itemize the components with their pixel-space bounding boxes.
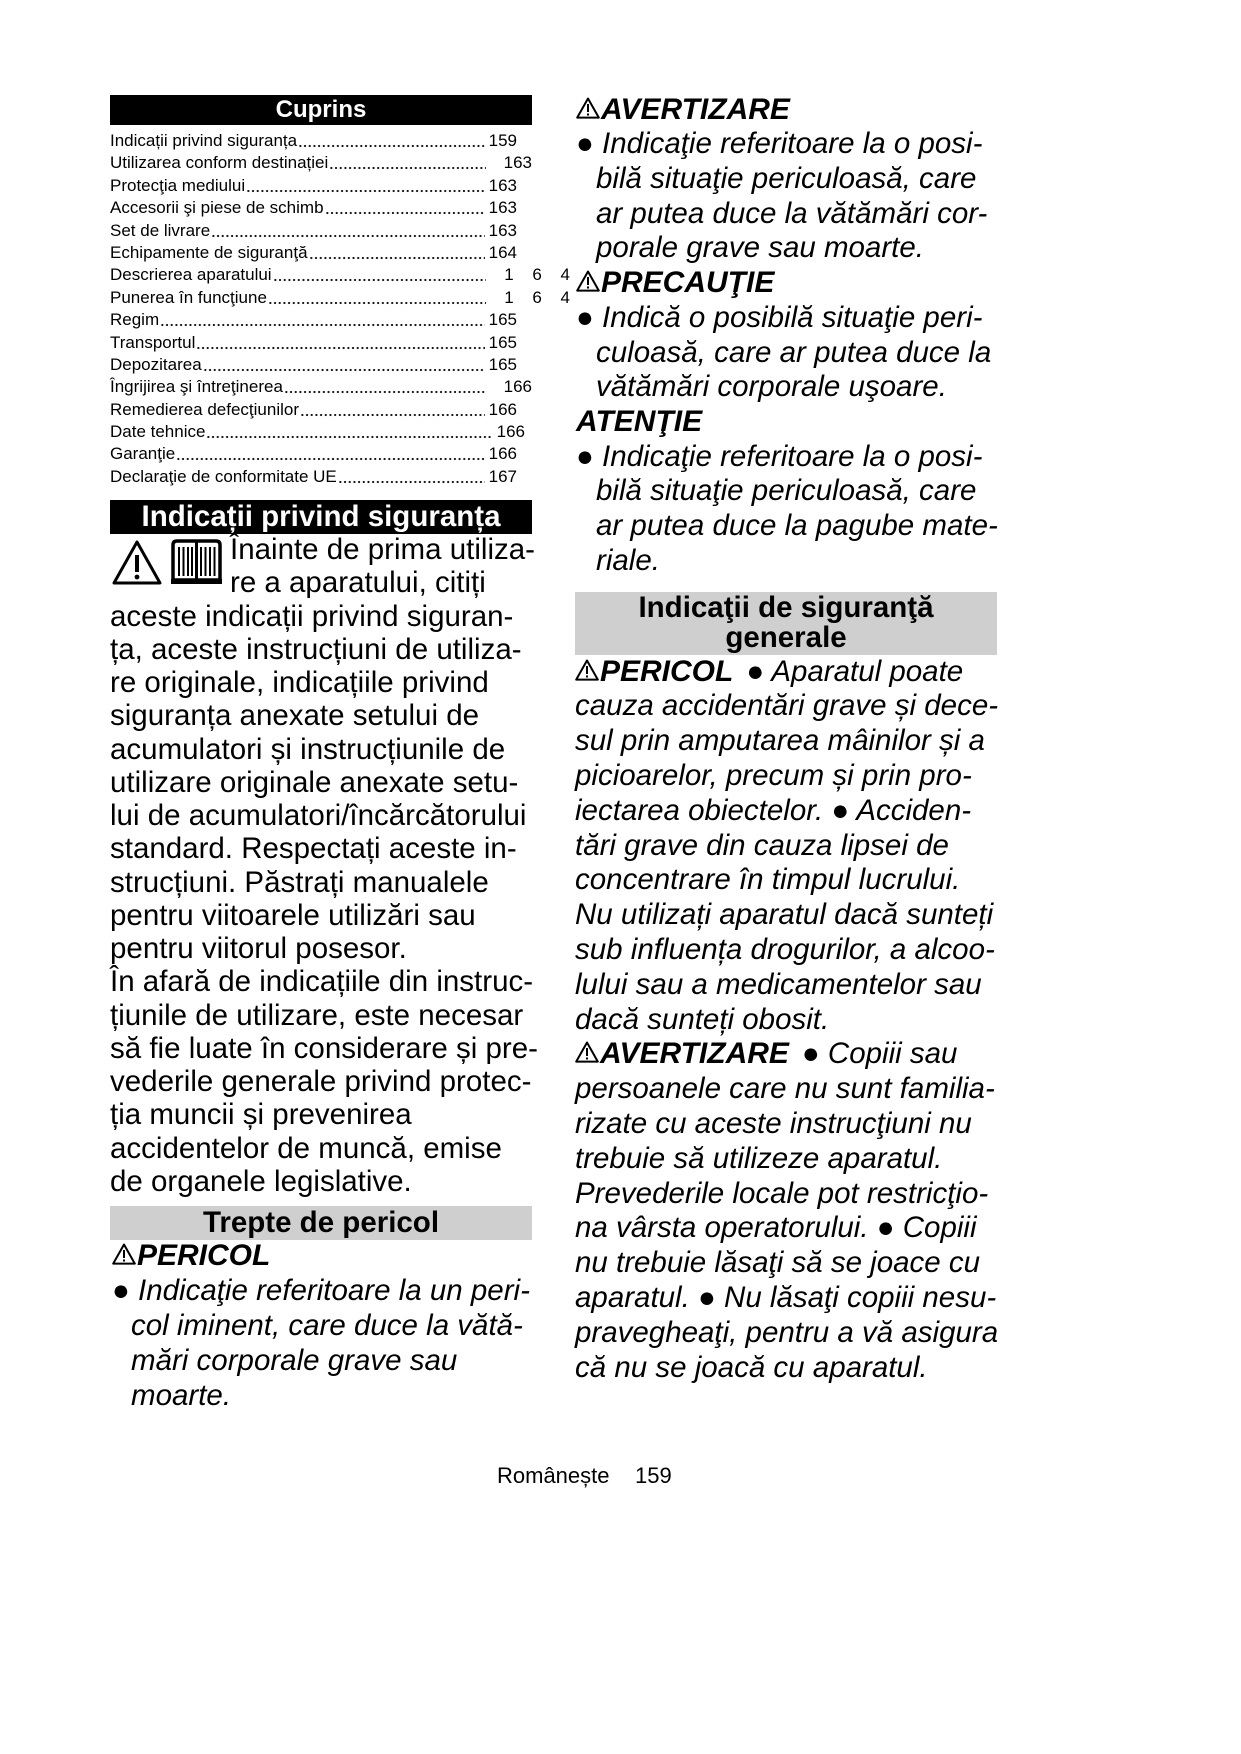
toc-entry bbox=[110, 376, 532, 398]
text-line: trebuie să utilizeze aparatul. bbox=[575, 1141, 943, 1175]
hazard-label-line bbox=[576, 405, 998, 440]
warning-icon bbox=[575, 659, 599, 681]
text-line: bilă situaţie periculoasă, care bbox=[596, 474, 977, 508]
section-heading-safety: Indicații privind siguranța bbox=[110, 500, 532, 534]
hazard-label-line bbox=[575, 655, 998, 690]
text-line: persoanele care nu sunt familia- bbox=[575, 1072, 995, 1106]
toc-entry-title: Date tehnice bbox=[110, 422, 206, 442]
text-line: nu trebuie lăsaţi să se joace cu bbox=[575, 1246, 981, 1280]
dot-leader bbox=[329, 152, 485, 174]
toc-entry-title: Set de livrare bbox=[110, 220, 211, 240]
hazard-label: ATENŢIE bbox=[576, 404, 703, 438]
text-line: moarte. bbox=[131, 1379, 232, 1412]
hazard-label-line bbox=[576, 93, 998, 128]
toc-entry-page: 166 bbox=[488, 399, 517, 419]
text-line: picioarelor, precum și prin pro- bbox=[575, 758, 972, 792]
toc-entry bbox=[110, 399, 517, 421]
text-line: siguranța anexate setului de bbox=[110, 699, 480, 733]
text-line: vătămări corporale uşoare. bbox=[596, 370, 947, 404]
dot-leader bbox=[273, 264, 487, 286]
dot-leader bbox=[246, 175, 485, 197]
dot-leader bbox=[298, 130, 485, 152]
toc-entry bbox=[110, 152, 532, 174]
text-line: concentrare în timpul lucrului. bbox=[575, 863, 961, 897]
toc-entry bbox=[110, 197, 517, 219]
text-line: cauza accidentări grave și dece- bbox=[575, 689, 999, 723]
footer-language: Românește bbox=[497, 1463, 610, 1488]
hazard-label: PERICOL bbox=[600, 654, 734, 688]
toc-entry-page: 163 bbox=[488, 198, 517, 218]
dot-leader bbox=[196, 332, 484, 354]
text-line: Nu utilizați aparatul dacă sunteți bbox=[575, 898, 994, 932]
text-line: strucțiuni. Păstrați manualele bbox=[110, 865, 489, 899]
text-line: pentru viitorul posesor. bbox=[110, 932, 407, 965]
text-line: ● Indicaţie referitoare la o posi- bbox=[576, 127, 983, 161]
text-line: sul prin amputarea mâinilor și a bbox=[575, 724, 985, 758]
text-line: ● Indicaţie referitoare la o posi- bbox=[576, 439, 983, 473]
hazard-label-line bbox=[575, 1037, 998, 1072]
toc-entry bbox=[110, 220, 517, 242]
dot-leader bbox=[203, 354, 485, 376]
hazard-label-line bbox=[112, 1238, 530, 1273]
text-line: pentru viitoarele utilizări sau bbox=[110, 898, 476, 932]
toc-entry-page: 1 6 4 bbox=[504, 287, 570, 307]
hazard-label: AVERTIZARE bbox=[601, 92, 790, 126]
toc-entry-title: Depozitarea bbox=[110, 354, 202, 374]
toc-entry-page: 165 bbox=[488, 332, 517, 352]
hazard-pericol bbox=[112, 1238, 530, 1413]
text-line: re originale, indicațiile privind bbox=[110, 666, 489, 699]
toc-entry-title: Îngrijirea şi întreţinerea bbox=[110, 377, 283, 397]
toc-entry-title: Indicații privind siguranța bbox=[110, 131, 298, 150]
toc-entry-title: Declaraţie de conformitate UE bbox=[110, 466, 337, 486]
toc-entry-page: 159 bbox=[488, 131, 517, 150]
warning-icon bbox=[576, 97, 600, 119]
text-line: porale grave sau moarte. bbox=[596, 231, 924, 265]
toc-entry bbox=[110, 175, 517, 197]
toc-entry-title: Punerea în funcţiune bbox=[110, 287, 267, 307]
text-line: Înainte de prima utiliza- bbox=[230, 533, 535, 566]
toc-entry bbox=[110, 354, 517, 376]
text-segment: ● Copiii sau bbox=[801, 1037, 958, 1071]
toc-entry-page: 163 bbox=[488, 220, 517, 240]
section-heading-hazard-levels: Trepte de pericol bbox=[110, 1206, 532, 1240]
text-line: mări corporale grave sau bbox=[131, 1344, 458, 1377]
dot-leader bbox=[268, 287, 486, 309]
toc-entry bbox=[110, 130, 517, 152]
text-line: ța, aceste instrucțiuni de utiliza- bbox=[110, 632, 522, 666]
text-line: că nu se joacă cu aparatul. bbox=[575, 1350, 928, 1384]
text-line: aparatul. ● Nu lăsaţi copiii nesu- bbox=[575, 1280, 997, 1314]
hazard-label: PRECAUŢIE bbox=[601, 266, 775, 300]
toc-entry bbox=[110, 287, 570, 309]
toc-entry bbox=[110, 242, 517, 264]
text-line: ● Indicaţie referitoare la un peri- bbox=[112, 1274, 530, 1307]
hazard-levels-continued bbox=[576, 93, 998, 579]
text-line: na vârsta operatorului. ● Copiii bbox=[575, 1211, 977, 1245]
text-line: sub influența drogurilor, a alcoo- bbox=[575, 932, 995, 966]
dot-leader bbox=[309, 242, 485, 264]
text-segment: ● Aparatul poate bbox=[746, 654, 964, 688]
heading-line: Indicaţii de siguranţă bbox=[638, 591, 934, 624]
toc-entry-title: Remedierea defecţiunilor bbox=[110, 399, 299, 419]
page-number: 159 bbox=[635, 1463, 672, 1488]
hazard-label: AVERTIZARE bbox=[600, 1037, 789, 1071]
warning-icon bbox=[112, 1243, 136, 1265]
warning-icon bbox=[576, 270, 600, 292]
text-line: rizate cu aceste instrucţiuni nu bbox=[575, 1106, 972, 1140]
general-safety-paragraph bbox=[575, 655, 998, 1386]
toc-entry bbox=[110, 421, 525, 443]
dot-leader bbox=[284, 376, 486, 398]
toc-entry-page: 166 bbox=[496, 422, 525, 442]
dot-leader bbox=[325, 197, 485, 219]
toc-entry-title: Regim bbox=[110, 310, 160, 330]
text-line: ● Indică o posibilă situaţie peri- bbox=[576, 300, 983, 334]
text-line: de organele legislative. bbox=[110, 1164, 412, 1198]
text-line: accidentelor de muncă, emise bbox=[110, 1131, 502, 1165]
text-line: țiunile de utilizare, este necesar bbox=[110, 998, 524, 1032]
dot-leader bbox=[211, 220, 484, 242]
text-line: lui de acumulatori/încărcătorului bbox=[110, 799, 527, 832]
text-line: ar putea duce la vătămări cor- bbox=[596, 196, 988, 230]
dot-leader bbox=[338, 466, 485, 488]
text-line: tări grave din cauza lipsei de bbox=[575, 828, 949, 862]
text-line: culoasă, care ar putea duce la bbox=[596, 335, 992, 369]
toc-entry-title: Garanţie bbox=[110, 444, 176, 464]
text-line: Prevederile locale pot restricţio- bbox=[575, 1176, 989, 1210]
toc-entry-title: Protecţia mediului bbox=[110, 175, 246, 195]
toc-entry bbox=[110, 466, 517, 488]
toc-entry-title: Transportul bbox=[110, 332, 196, 352]
section-heading-general-safety bbox=[575, 592, 997, 655]
text-line: pravegheaţi, pentru a vă asigura bbox=[575, 1315, 999, 1349]
text-line: să fie luate în considerare și pre- bbox=[110, 1031, 538, 1065]
toc-entry-page: 166 bbox=[503, 377, 532, 397]
text-line: dacă sunteți obosit. bbox=[575, 1002, 830, 1036]
toc-entry-page: 165 bbox=[488, 310, 517, 330]
toc-entry-title: Accesorii şi piese de schimb bbox=[110, 198, 324, 218]
text-line: riale. bbox=[596, 543, 660, 577]
text-line: În afară de indicațiile din instruc- bbox=[110, 965, 534, 999]
text-line: vederile generale privind protec- bbox=[110, 1065, 532, 1098]
toc-entry-title: Descrierea aparatului bbox=[110, 265, 272, 285]
text-line: aceste indicații privind siguran- bbox=[110, 599, 514, 633]
text-line: re a aparatului, citiți bbox=[230, 566, 486, 600]
toc-entry bbox=[110, 309, 517, 331]
text-line: ar putea duce la pagube mate- bbox=[596, 509, 998, 543]
toc-entry-page: 167 bbox=[488, 466, 517, 486]
text-line: col iminent, care duce la vătă- bbox=[131, 1309, 523, 1342]
toc-entry bbox=[110, 264, 570, 286]
text-line: iectarea obiectelor. ● Acciden- bbox=[575, 793, 972, 827]
table-of-contents bbox=[110, 130, 570, 488]
dot-leader bbox=[300, 399, 485, 421]
toc-entry-page: 163 bbox=[503, 153, 532, 173]
toc-entry-title: Echipamente de siguranţă bbox=[110, 242, 308, 262]
dot-leader bbox=[176, 443, 484, 465]
text-line: utilizare originale anexate setu- bbox=[110, 765, 519, 799]
hazard-label-line bbox=[576, 266, 998, 301]
toc-entry bbox=[110, 443, 517, 465]
toc-entry bbox=[110, 332, 517, 354]
toc-entry-title: Utilizarea conform destinației bbox=[110, 153, 329, 173]
toc-entry-page: 1 6 4 bbox=[504, 265, 570, 285]
text-line: bilă situaţie periculoasă, care bbox=[596, 162, 977, 195]
warning-icon bbox=[575, 1041, 599, 1063]
dot-leader bbox=[206, 421, 492, 443]
text-line: standard. Respectați aceste in- bbox=[110, 832, 517, 866]
text-line: ția muncii și prevenirea bbox=[110, 1098, 412, 1132]
toc-entry-page: 163 bbox=[488, 175, 517, 195]
safety-intro-paragraph bbox=[110, 533, 538, 1198]
hazard-label: PERICOL bbox=[137, 1239, 271, 1272]
toc-heading: Cuprins bbox=[110, 95, 532, 125]
toc-entry-page: 165 bbox=[488, 354, 517, 374]
toc-entry-page: 166 bbox=[488, 444, 517, 464]
dot-leader bbox=[160, 309, 485, 331]
heading-line: generale bbox=[725, 621, 847, 654]
toc-entry-page: 164 bbox=[488, 242, 517, 262]
text-line: lului sau a medicamentelor sau bbox=[575, 967, 982, 1001]
text-line: acumulatori și instrucțiunile de bbox=[110, 732, 506, 766]
